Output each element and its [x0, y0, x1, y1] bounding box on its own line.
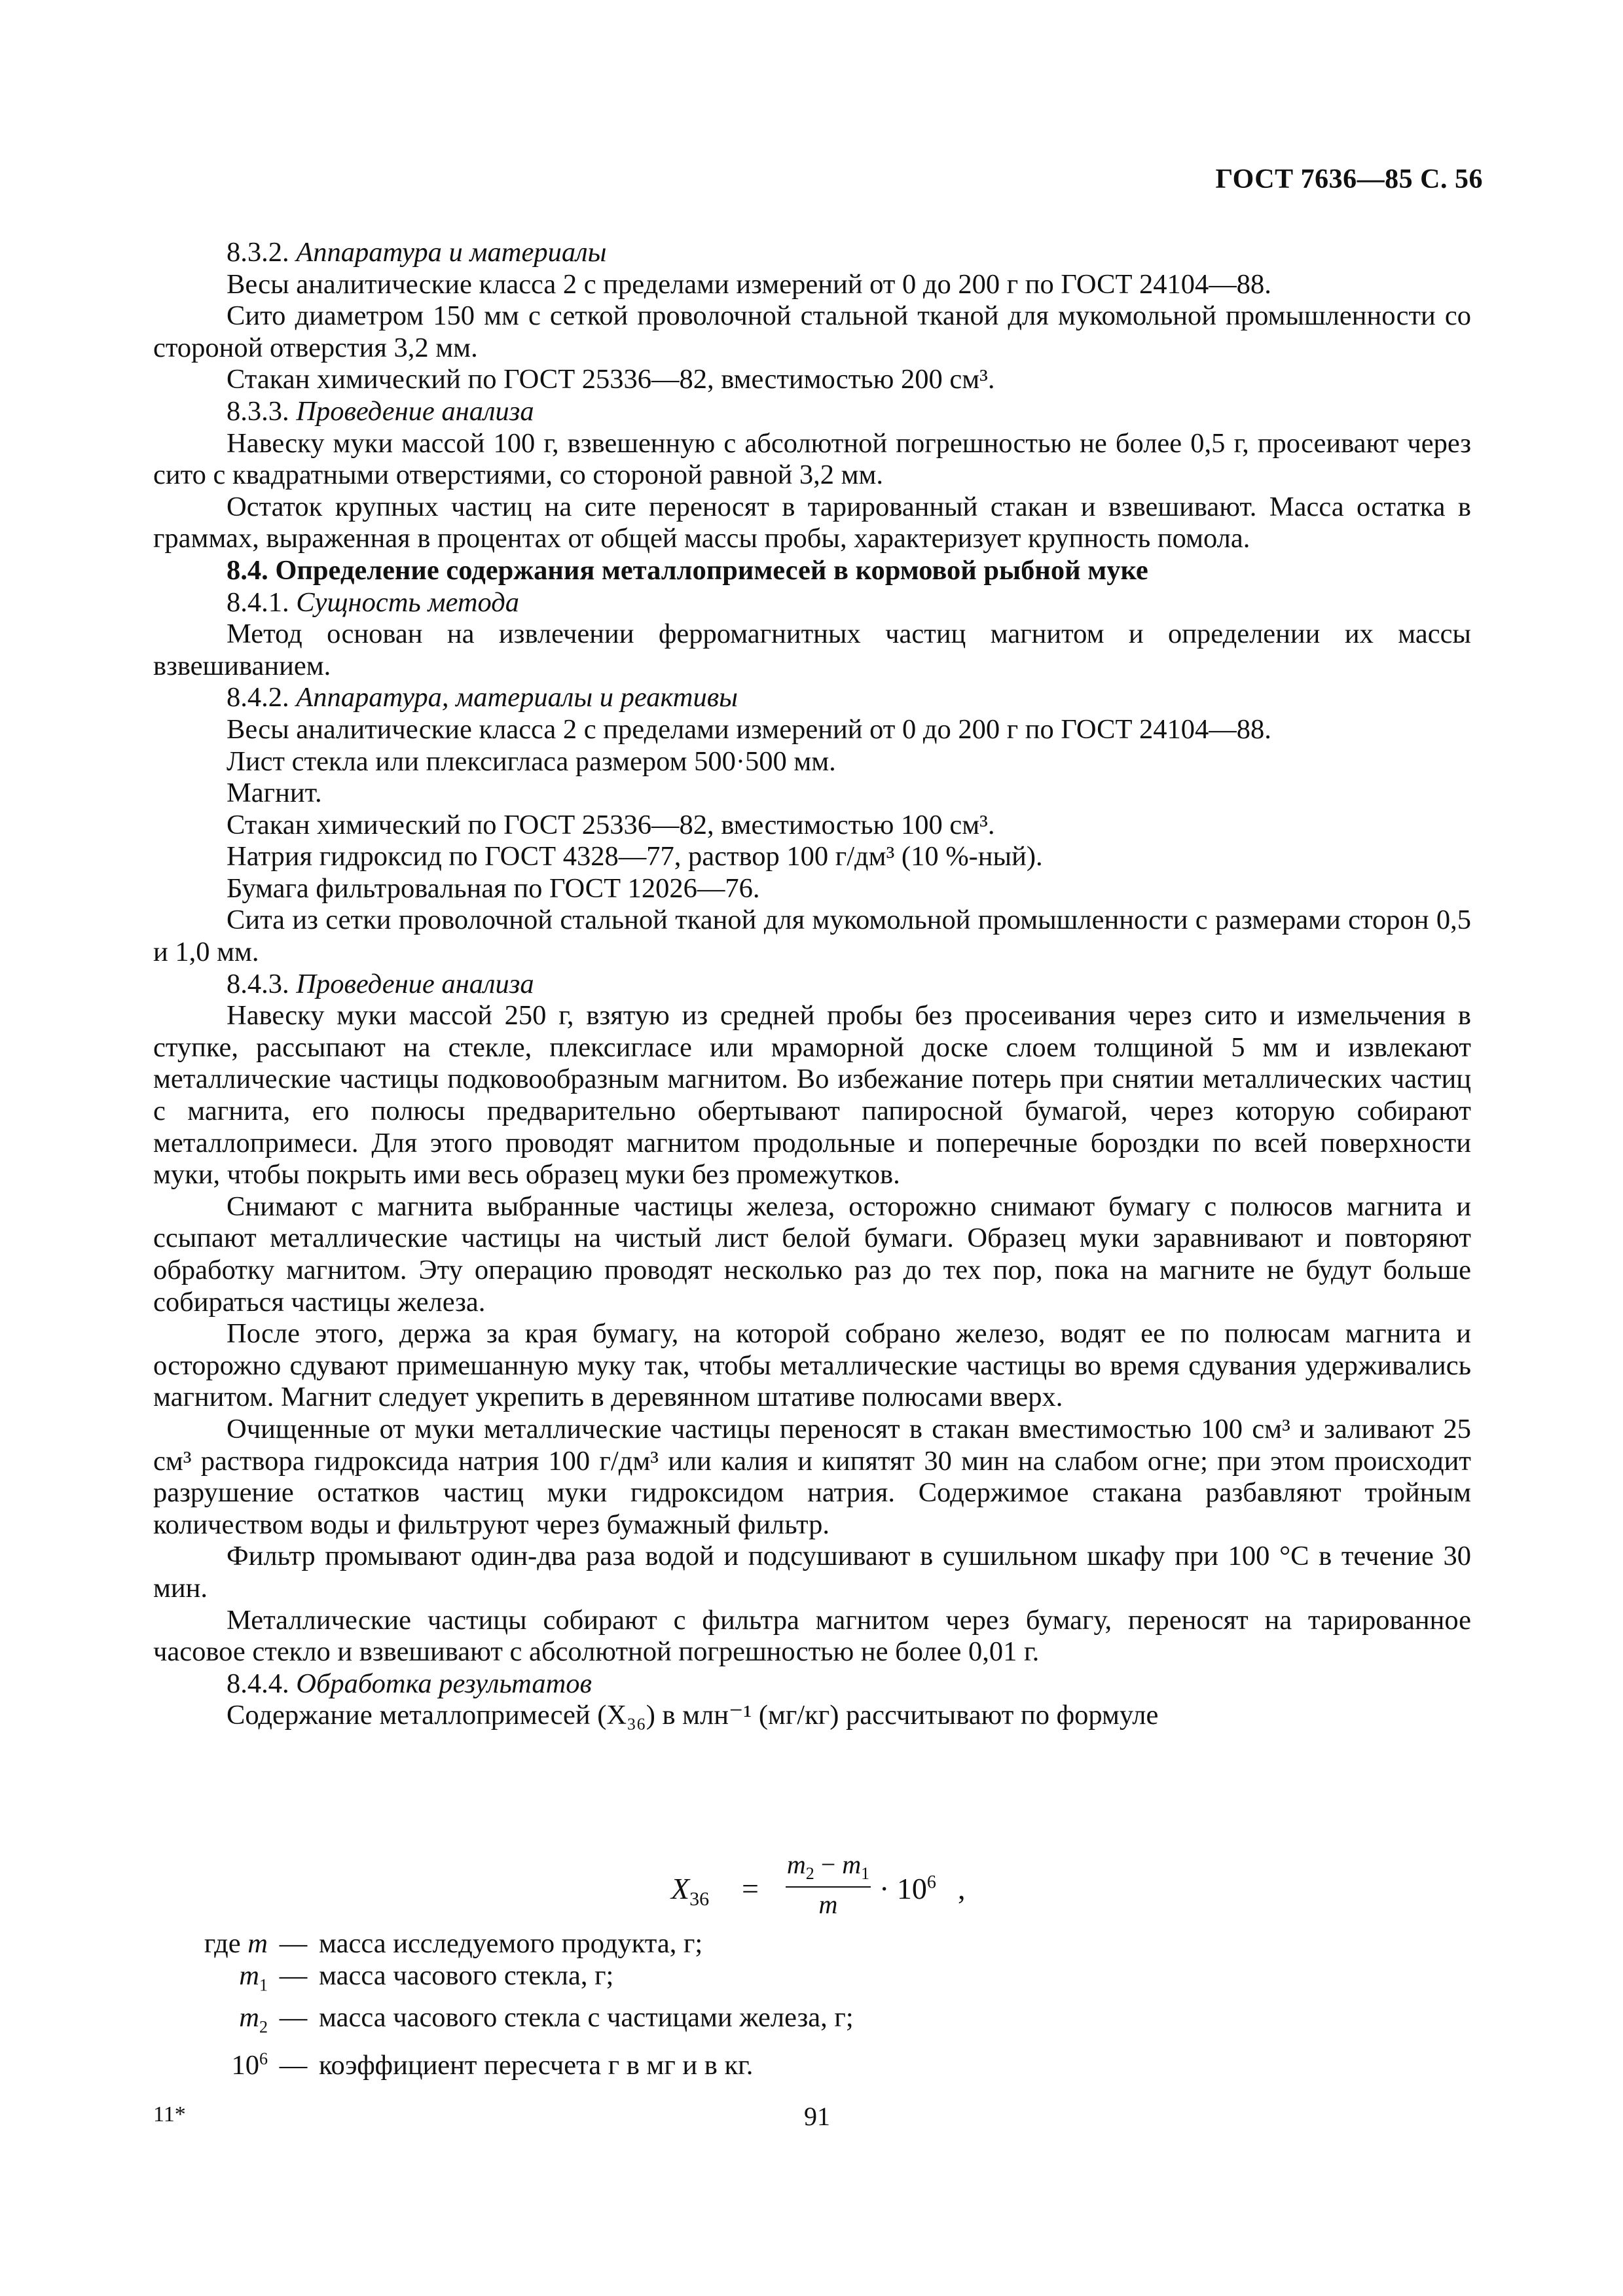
definition-row [153, 1928, 854, 1960]
formula-fraction [786, 1849, 871, 1920]
paragraph: Метод основан на извлечении ферромагнитных частиц магнитом и определении их массы взвешиванием. [153, 619, 1471, 681]
formula-denominator: m [818, 1890, 838, 1919]
paragraph: Стакан химический по ГОСТ 25336—82, вместимостью 100 см³. [227, 809, 995, 840]
page-number: 91 [804, 2102, 830, 2131]
document-body [153, 237, 1471, 1732]
section-heading: 8.3.3. Проведение анализа [227, 395, 534, 427]
paragraph: Металлические частицы собирают с фильтра магнитом через бумагу, переносят на тарированное часовое стекло и взвешивают с абсолютной погрешностью не более 0,01 г. [153, 1604, 1471, 1668]
paragraph: Натрия гидроксид по ГОСТ 4328—77, раствор 100 г/дм³ (10 %-ный). [227, 841, 1043, 872]
definition-dash: — [279, 1960, 308, 1991]
paragraph: Остаток крупных частиц на сите переносят в тарированный стакан и взвешивают. Масса остатка в граммах, выраженная в процентах от общей массы пробы, характеризует крупность помола. [153, 491, 1471, 554]
paragraph: Лист стекла или плексигласа размером 500·500 мм. [227, 745, 836, 777]
section-heading: 8.3.2. Аппаратура и материалы [227, 237, 607, 268]
paragraph: Бумага фильтровальная по ГОСТ 12026—76. [227, 872, 760, 904]
variable-definitions [153, 1928, 854, 2081]
definition-text: масса часового стекла, г; [319, 1960, 614, 1991]
formula-numerator: $m_2 - m_1$ [786, 1850, 870, 1883]
section-heading: 8.4.2. Аппаратура, материалы и реактивы [227, 682, 738, 713]
definition-row [153, 2001, 854, 2043]
definition-text: масса исследуемого продукта, г; [319, 1928, 703, 1959]
paragraph: Весы аналитические класса 2 с пределами измерений от 0 до 200 г по ГОСТ 24104—88. [227, 713, 1271, 745]
formula-comma: , [958, 1872, 966, 1905]
definition-row [153, 1960, 854, 2001]
paragraph: Сита из сетки проволочной стальной тканой для мукомольной промышленности с размерами сторон 0,5 и 1,0 мм. [153, 905, 1471, 968]
page-header: ГОСТ 7636—85 С. 56 [1215, 164, 1483, 194]
signature-mark: 11* [153, 2102, 186, 2126]
definition-dash: — [279, 1928, 308, 1959]
fraction-bar [786, 1886, 871, 1888]
paragraph: Навеску муки массой 100 г, взвешенную с абсолютной погрешностью не более 0,5 г, просеивают через сито с квадратными отверстиями, со стороной равной 3,2 мм. [153, 427, 1471, 491]
paragraph: Навеску муки массой 250 г, взятую из средней пробы без просеивания через сито и измельчения в ступке, рассыпают на стекле, плексигласе или мраморной доске слоем толщиной 5 мм и извлекают металлические частицы подковообразным магнитом. Во избежание потерь при снятии металлических частиц с магнита, его полюсы предварительно обертывают папиросной бумагой, через которую собирают металлопримеси. Для этого проводят магнитом продольные и поперечные бороздки по всей поверхности муки, чтобы покрыть ими весь образец муки без промежутков. [153, 1000, 1471, 1191]
definition-symbol: где m [204, 1928, 268, 1959]
formula-lhs: $X_{36}$ [671, 1872, 710, 1910]
paragraph: Фильтр промывают один-два раза водой и подсушивают в сушильном шкафу при 100 °С в течение 30 мин. [153, 1541, 1471, 1604]
paragraph: Снимают с магнита выбранные частицы железа, осторожно снимают бумагу с полюсов магнита и ссыпают металлические частицы на чистый лист белой бумаги. Образец муки заравнивают и повторяют обработку магнитом. Эту операцию проводят несколько раз до тех пор, пока на магните не будут больше собираться частицы железа. [153, 1191, 1471, 1318]
formula-equals: = [742, 1872, 759, 1905]
definition-text: коэффициент пересчета г в мг и в кг. [319, 2050, 754, 2081]
section-heading: 8.4.3. Проведение анализа [227, 968, 534, 999]
paragraph: Стакан химический по ГОСТ 25336—82, вместимостью 200 см³. [227, 364, 995, 395]
section-heading: 8.4.4. Обработка результатов [227, 1668, 592, 1699]
definition-symbol: $m_1$ [239, 1960, 268, 1995]
paragraph: Весы аналитические класса 2 с пределами измерений от 0 до 200 г по ГОСТ 24104—88. [227, 268, 1271, 300]
paragraph: Магнит. [227, 778, 322, 809]
paragraph: После этого, держа за края бумагу, на которой собрано железо, водят ее по полюсам магнита и осторожно сдувают примешанную муку так, чтобы металлические частицы во время сдувания удерживались магнитом. Магнит следует укрепить в деревянном штативе полюсами вверх. [153, 1318, 1471, 1413]
paragraph: Сито диаметром 150 мм с сеткой проволочной стальной тканой для мукомольной промышленности со стороной отверстия 3,2 мм. [153, 300, 1471, 363]
definition-row [153, 2043, 854, 2081]
definition-symbol: $10^6$ [231, 2049, 268, 2081]
paragraph: Очищенные от муки металлические частицы переносят в стакан вместимостью 100 см³ и заливают 25 см³ раствора гидроксида натрия 100 г/дм³ или калия и кипятят 30 мин на слабом огне; при этом происходит разрушение остатков частиц муки гидроксидом натрия. Содержимое стакана разбавляют тройным количеством воды и фильтруют через бумажный фильтр. [153, 1413, 1471, 1540]
definition-dash: — [279, 2001, 308, 2033]
formula-multiplier: · $10^6$ [879, 1872, 936, 1905]
section-heading: 8.4. Определение содержания металлопримесей в кормовой рыбной муке [227, 554, 1148, 586]
section-heading: 8.4.1. Сущность метода [227, 586, 519, 618]
paragraph: Содержание металлопримесей (X₃₆) в млн⁻¹ (мг/кг) рассчитывают по формуле [227, 1700, 1159, 1731]
definition-dash: — [279, 2050, 308, 2081]
definition-text: масса часового стекла с частицами железа, г; [319, 2001, 854, 2033]
definition-symbol: $m_2$ [239, 2001, 268, 2036]
